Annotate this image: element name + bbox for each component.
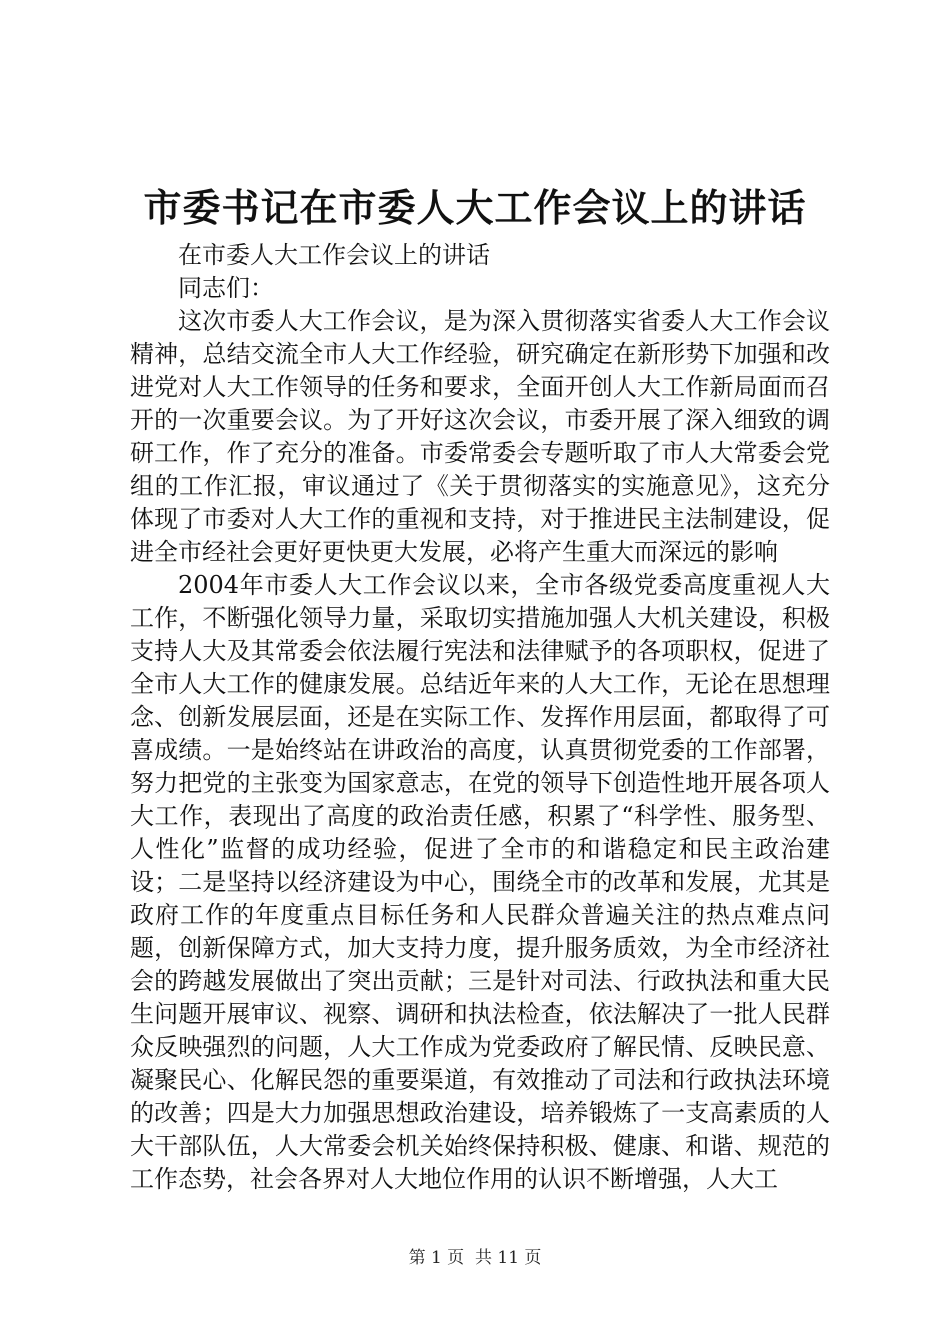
body-paragraph: 这次市委人大工作会议，是为深入贯彻落实省委人大工作会议精神，总结交流全市人大工作经验，研究确定在新形势下加强和改进党对人大工作领导的任务和要求，全面开创人大工作新局面而召开的一次重要会议。为了开好这次会议，市委开展了深入细致的调研工作，作了充分的准备。市委常委会专题听取了市人大常委会党组的工作汇报，审议通过了《关于贯彻落实的实施意见》，这充分体现了市委对人大工作的重视和支持，对于推进民主法制建设，促进全市经社会更好更快更大发展，必将产生重大而深远的影响	[130, 307, 830, 566]
salutation: 同志们：	[178, 274, 274, 302]
page-number-footer: 第 1 页 共 11 页	[408, 1248, 542, 1268]
document-title: 市委书记在市委人大工作会议上的讲话	[143, 185, 807, 230]
body-paragraph: 2004年市委人大工作会议以来，全市各级党委高度重视人大工作，不断强化领导力量，采取切实措施加强人大机关建设，积极支持人大及其常委会依法履行宪法和法律赋予的各项职权，促进了全市人大工作的健康发展。总结近年来的人大工作，无论在思想理念、创新发展层面，还是在实际工作、发挥作用层面，都取得了可喜成绩。一是始终站在讲政治的高度，认真贯彻党委的工作部署，努力把党的主张变为国家意志，在党的领导下创造性地开展各项人大工作，表现出了高度的政治责任感，积累了“科学性、服务型、人性化”监督的成功经验，促进了全市的和谐稳定和民主政治建设；二是坚持以经济建设为中心，围绕全市的改革和发展，尤其是政府工作的年度重点目标任务和人民群众普遍关注的热点难点问题，创新保障方式，加大支持力度，提升服务质效，为全市经济社会的跨越发展做出了突出贡献；三是针对司法、行政执法和重大民生问题开展审议、视察、调研和执法检查，依法解决了一批人民群众反映强烈的问题，人大工作成为党委政府了解民情、反映民意、凝聚民心、化解民怨的重要渠道，有效推动了司法和行政执法环境的改善；四是大力加强思想政治建设，培养锻炼了一支高素质的人大干部队伍，人大常委会机关始终保持积极、健康、和谐、规范的工作态势，社会各界对人大地位作用的认识不断增强，人大工	[130, 571, 830, 1193]
subtitle-line: 在市委人大工作会议上的讲话	[178, 241, 490, 269]
document-body	[130, 239, 830, 1196]
